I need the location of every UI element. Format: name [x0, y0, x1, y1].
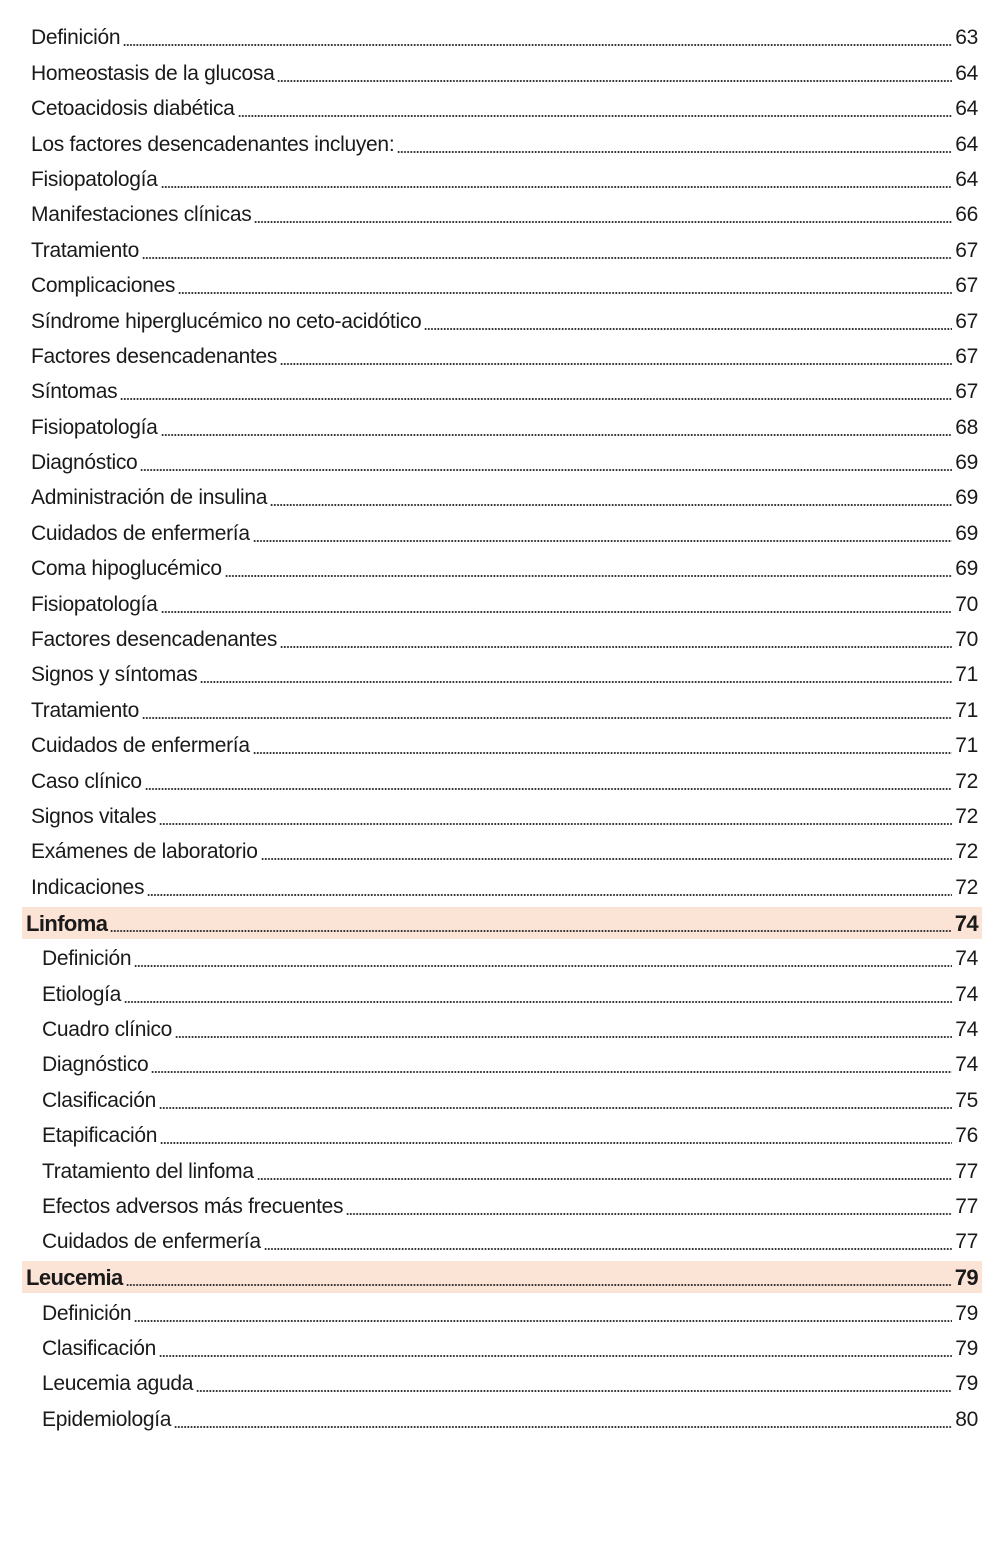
toc-entry-label: Cuidados de enfermería — [31, 734, 250, 758]
toc-entry-page: 76 — [955, 1124, 978, 1148]
toc-entry-page: 68 — [955, 415, 978, 439]
dot-leader — [280, 646, 952, 648]
toc-entry-label: Tratamiento del linfoma — [42, 1159, 254, 1183]
toc-entry-label: Administración de insulina — [31, 486, 268, 510]
dot-leader — [196, 1390, 952, 1392]
toc-entry[interactable] — [0, 763, 1006, 798]
dot-leader — [257, 1178, 952, 1180]
toc-entry-page: 74 — [955, 1053, 978, 1077]
toc-entry[interactable] — [0, 834, 1006, 869]
toc-entry[interactable] — [0, 268, 1006, 303]
dot-leader — [178, 292, 952, 294]
toc-subentry[interactable] — [0, 1189, 1006, 1224]
toc-subentry[interactable] — [0, 1366, 1006, 1401]
toc-entry-label: Leucemia aguda — [42, 1372, 194, 1396]
toc-section-page: 74 — [954, 910, 978, 936]
toc-entry-label: Fisiopatología — [31, 415, 158, 439]
toc-entry-label: Complicaciones — [31, 274, 176, 298]
toc-entry-page: 72 — [955, 804, 978, 828]
toc-entry-label: Cuidados de enfermería — [31, 521, 250, 545]
dot-leader — [120, 398, 952, 400]
toc-entry-label: Epidemiología — [42, 1407, 172, 1431]
toc-entry[interactable] — [0, 409, 1006, 444]
toc-entry-label: Signos vitales — [31, 804, 157, 828]
dot-leader — [225, 575, 953, 577]
dot-leader — [200, 681, 952, 683]
toc-entry-label: Clasificación — [42, 1337, 156, 1361]
toc-entry-label: Clasificación — [42, 1088, 156, 1112]
dot-leader — [161, 434, 953, 436]
toc-entry-page: 67 — [955, 380, 978, 404]
toc-entry[interactable] — [0, 232, 1006, 267]
toc-entry-page: 77 — [955, 1159, 978, 1183]
toc-entry[interactable] — [0, 20, 1006, 55]
toc-entry[interactable] — [0, 445, 1006, 480]
dot-leader — [160, 1142, 952, 1144]
toc-subentry[interactable] — [0, 1401, 1006, 1436]
toc-entry-label: Definición — [42, 1301, 132, 1325]
toc-subentry[interactable] — [0, 1118, 1006, 1153]
toc-section-leucemia[interactable] — [22, 1261, 982, 1293]
toc-entry-page: 64 — [955, 132, 978, 156]
toc-entry[interactable] — [0, 162, 1006, 197]
toc-subentry[interactable] — [0, 941, 1006, 976]
dot-leader — [253, 752, 953, 754]
toc-entry-page: 75 — [955, 1088, 978, 1112]
dot-leader — [126, 1284, 952, 1286]
toc-entry-page: 71 — [955, 734, 978, 758]
dot-leader — [151, 1071, 952, 1073]
toc-section-title: Leucemia — [26, 1265, 123, 1291]
toc-entry-label: Los factores desencadenantes incluyen: — [31, 132, 395, 156]
toc-entry-page: 72 — [955, 769, 978, 793]
toc-entry-label: Manifestaciones clínicas — [31, 203, 252, 227]
toc-subentry[interactable] — [0, 1224, 1006, 1259]
toc-entry[interactable] — [0, 622, 1006, 657]
toc-entry-label: Tratamiento — [31, 238, 139, 262]
toc-entry-label: Signos y síntomas — [31, 663, 198, 687]
toc-entry-page: 67 — [955, 274, 978, 298]
toc-entry[interactable] — [0, 374, 1006, 409]
dot-leader — [159, 823, 952, 825]
dot-leader — [270, 504, 952, 506]
toc-subentry[interactable] — [0, 1295, 1006, 1330]
toc-entry-label: Fisiopatología — [31, 592, 158, 616]
toc-entry-label: Factores desencadenantes — [31, 344, 278, 368]
dot-leader — [280, 363, 952, 365]
toc-subentry[interactable] — [0, 1153, 1006, 1188]
toc-entry-label: Etiología — [42, 982, 122, 1006]
toc-entry-label: Tratamiento — [31, 698, 139, 722]
toc-entry[interactable] — [0, 657, 1006, 692]
toc-entry-label: Factores desencadenantes — [31, 628, 278, 652]
toc-entry-page: 80 — [955, 1407, 978, 1431]
toc-entry[interactable] — [0, 586, 1006, 621]
toc-entry[interactable] — [0, 339, 1006, 374]
toc-entry-page: 69 — [955, 521, 978, 545]
toc-entry[interactable] — [0, 91, 1006, 126]
dot-leader — [175, 1036, 952, 1038]
toc-subentry[interactable] — [0, 1047, 1006, 1082]
dot-leader — [174, 1426, 952, 1428]
toc-entry[interactable] — [0, 303, 1006, 338]
toc-subentry[interactable] — [0, 976, 1006, 1011]
dot-leader — [161, 186, 953, 188]
dot-leader — [346, 1213, 952, 1215]
toc-entry-page: 79 — [955, 1301, 978, 1325]
toc-entry-page: 70 — [955, 592, 978, 616]
dot-leader — [124, 1001, 952, 1003]
toc-entry-page: 72 — [955, 875, 978, 899]
toc-entry-label: Cuidados de enfermería — [42, 1230, 261, 1254]
toc-entry-page: 66 — [955, 203, 978, 227]
dot-leader — [277, 80, 952, 82]
toc-subentry[interactable] — [0, 1331, 1006, 1366]
toc-entry-label: Síndrome hiperglucémico no ceto-acidótico — [31, 309, 422, 333]
toc-entry-label: Exámenes de laboratorio — [31, 840, 258, 864]
toc-section-page: 79 — [954, 1265, 978, 1291]
dot-leader — [261, 858, 953, 860]
toc-entry-page: 69 — [955, 557, 978, 581]
dot-leader — [145, 788, 952, 790]
toc-entry[interactable] — [0, 869, 1006, 904]
toc-entry[interactable] — [0, 197, 1006, 232]
toc-entry-page: 67 — [955, 238, 978, 262]
dot-leader — [140, 469, 952, 471]
toc-entry-label: Indicaciones — [31, 875, 145, 899]
toc-entry-page: 74 — [955, 982, 978, 1006]
toc-entry[interactable] — [0, 551, 1006, 586]
toc-entry-page: 67 — [955, 344, 978, 368]
toc-entry[interactable] — [0, 126, 1006, 161]
toc-entry-page: 74 — [955, 1017, 978, 1041]
toc-entry-page: 74 — [955, 947, 978, 971]
toc-entry[interactable] — [0, 692, 1006, 727]
toc-entry[interactable] — [0, 515, 1006, 550]
dot-leader — [123, 44, 952, 46]
toc-entry-label: Homeostasis de la glucosa — [31, 61, 275, 85]
toc-entry-page: 69 — [955, 486, 978, 510]
toc-entry-label: Cetoacidosis diabética — [31, 97, 235, 121]
toc-entry-label: Síntomas — [31, 380, 118, 404]
toc-entry-page: 79 — [955, 1372, 978, 1396]
dot-leader — [147, 894, 952, 896]
toc-entry[interactable] — [0, 799, 1006, 834]
toc-entry-page: 63 — [955, 26, 978, 50]
toc-section-linfoma[interactable] — [22, 907, 982, 939]
table-of-contents — [0, 20, 1006, 1437]
dot-leader — [161, 611, 953, 613]
toc-entry-page: 79 — [955, 1337, 978, 1361]
dot-leader — [134, 965, 952, 967]
toc-entry-label: Caso clínico — [31, 769, 142, 793]
toc-entry-label: Definición — [42, 947, 132, 971]
toc-entry[interactable] — [0, 55, 1006, 90]
toc-entry-page: 70 — [955, 628, 978, 652]
toc-entry-page: 71 — [955, 698, 978, 722]
toc-section-title: Linfoma — [26, 910, 108, 936]
toc-entry-label: Fisiopatología — [31, 167, 158, 191]
dot-leader — [264, 1248, 953, 1250]
toc-entry-label: Etapificación — [42, 1124, 158, 1148]
dot-leader — [110, 930, 951, 932]
dot-leader — [134, 1320, 952, 1322]
dot-leader — [159, 1107, 952, 1109]
dot-leader — [424, 328, 952, 330]
dot-leader — [254, 221, 952, 223]
toc-subentry[interactable] — [0, 1082, 1006, 1117]
toc-entry[interactable] — [0, 480, 1006, 515]
dot-leader — [142, 257, 952, 259]
toc-entry-label: Cuadro clínico — [42, 1017, 173, 1041]
toc-entry-label: Definición — [31, 26, 121, 50]
toc-entry[interactable] — [0, 728, 1006, 763]
toc-entry-label: Coma hipoglucémico — [31, 557, 222, 581]
dot-leader — [238, 115, 953, 117]
dot-leader — [397, 151, 952, 153]
toc-subentry[interactable] — [0, 1012, 1006, 1047]
toc-entry-page: 72 — [955, 840, 978, 864]
toc-entry-page: 64 — [955, 97, 978, 121]
toc-entry-page: 67 — [955, 309, 978, 333]
toc-entry-label: Diagnóstico — [31, 451, 138, 475]
toc-entry-page: 64 — [955, 61, 978, 85]
dot-leader — [253, 540, 953, 542]
toc-entry-label: Efectos adversos más frecuentes — [42, 1194, 344, 1218]
toc-entry-page: 64 — [955, 167, 978, 191]
toc-entry-page: 77 — [955, 1194, 978, 1218]
toc-entry-page: 77 — [955, 1230, 978, 1254]
toc-entry-page: 71 — [955, 663, 978, 687]
dot-leader — [142, 717, 952, 719]
dot-leader — [159, 1355, 952, 1357]
toc-entry-page: 69 — [955, 451, 978, 475]
toc-entry-label: Diagnóstico — [42, 1053, 149, 1077]
